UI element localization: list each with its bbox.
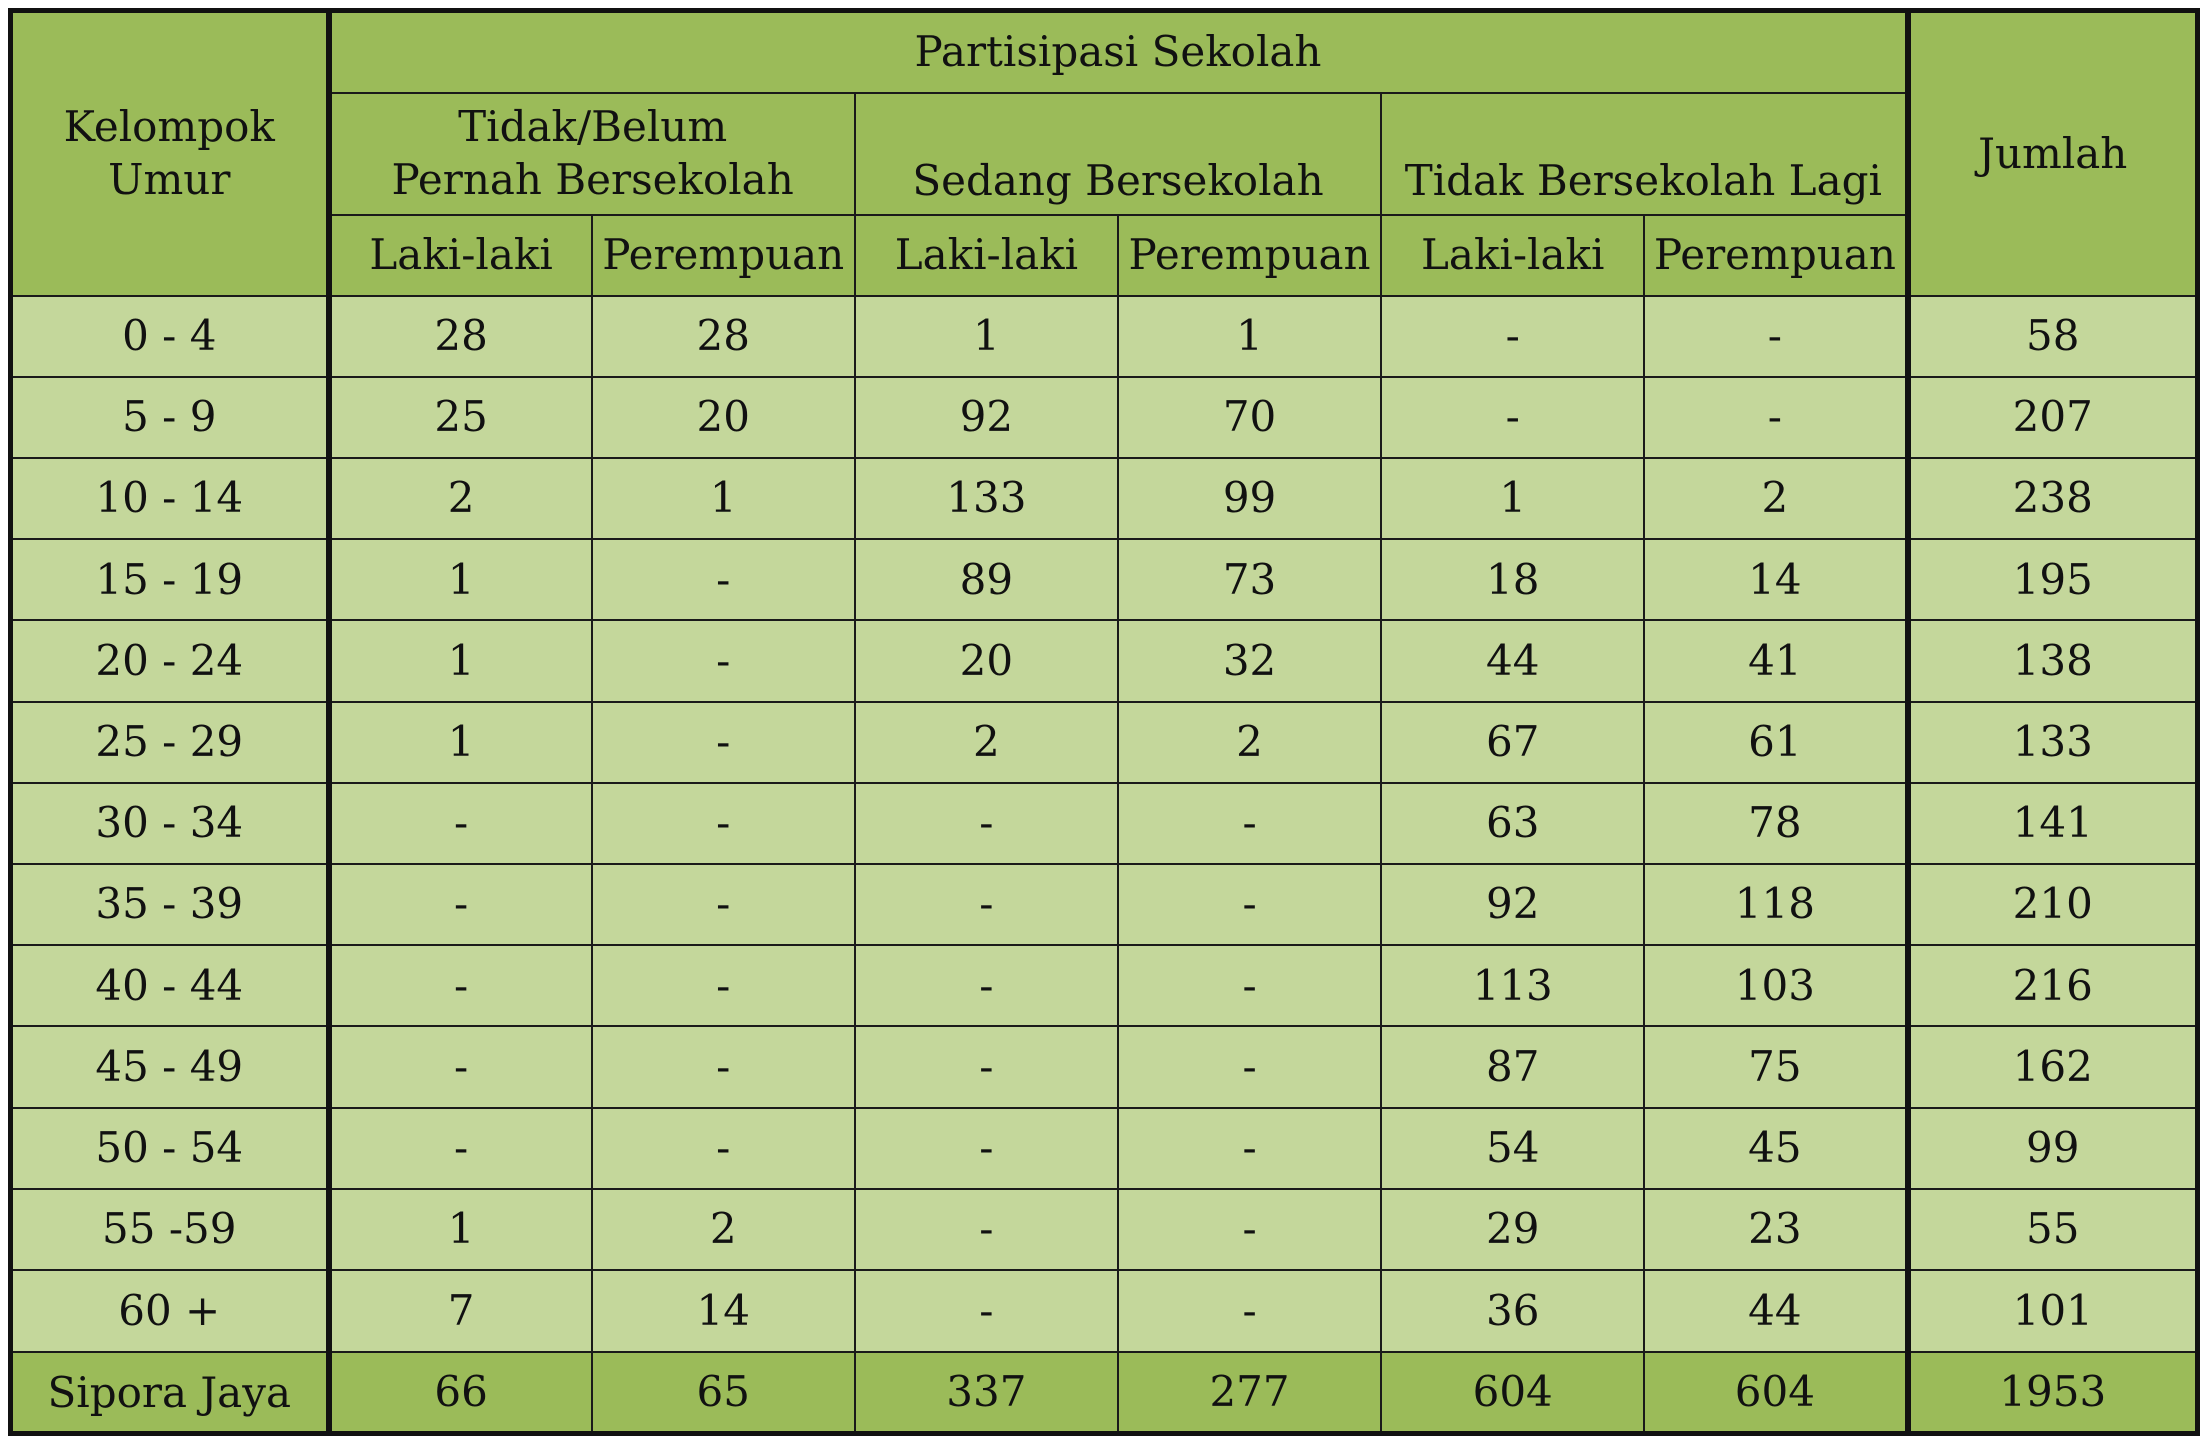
jumlah-cell: 210 [1908, 864, 2198, 945]
jumlah-cell: 207 [1908, 377, 2198, 458]
value-cell: 44 [1644, 1270, 1907, 1351]
value-cell: - [329, 1026, 592, 1107]
value-cell: 1 [329, 620, 592, 701]
value-cell: - [855, 945, 1118, 1026]
age-group-cell: 30 - 34 [11, 783, 329, 864]
jumlah-cell: 133 [1908, 702, 2198, 783]
value-cell: 133 [855, 458, 1118, 539]
table-row [11, 945, 2198, 1026]
jumlah-cell: 58 [1908, 296, 2198, 377]
value-cell: 61 [1644, 702, 1907, 783]
value-cell: - [1381, 377, 1644, 458]
value-cell: 78 [1644, 783, 1907, 864]
age-group-cell: 20 - 24 [11, 620, 329, 701]
value-cell: - [855, 1026, 1118, 1107]
jumlah-cell: 162 [1908, 1026, 2198, 1107]
value-cell: - [1381, 296, 1644, 377]
jumlah-cell: 138 [1908, 620, 2198, 701]
value-cell: 92 [855, 377, 1118, 458]
header-group-sedang: Sedang Bersekolah [855, 93, 1381, 215]
value-cell: 44 [1381, 620, 1644, 701]
header-sub-cell: Perempuan [592, 215, 855, 296]
value-cell: 25 [329, 377, 592, 458]
total-row [11, 1352, 2198, 1434]
value-cell: 2 [592, 1189, 855, 1270]
table-row [11, 1026, 2198, 1107]
header-group-tidak-belum: Tidak/Belum Pernah Bersekolah [329, 93, 855, 215]
table-row [11, 1108, 2198, 1189]
value-cell: 7 [329, 1270, 592, 1351]
value-cell: 92 [1381, 864, 1644, 945]
age-group-cell: 60 + [11, 1270, 329, 1351]
header-group-tidak-lagi: Tidak Bersekolah Lagi [1381, 93, 1907, 215]
value-cell: 99 [1118, 458, 1381, 539]
value-cell: 1 [855, 296, 1118, 377]
value-cell: 103 [1644, 945, 1907, 1026]
table-header [11, 11, 2198, 296]
total-jumlah: 1953 [1908, 1352, 2198, 1434]
age-group-cell: 35 - 39 [11, 864, 329, 945]
age-group-cell: 5 - 9 [11, 377, 329, 458]
value-cell: 1 [1381, 458, 1644, 539]
value-cell: 36 [1381, 1270, 1644, 1351]
jumlah-cell: 99 [1908, 1108, 2198, 1189]
value-cell: 14 [592, 1270, 855, 1351]
school-participation-table [8, 8, 2200, 1436]
value-cell: - [592, 620, 855, 701]
age-group-cell: 55 -59 [11, 1189, 329, 1270]
header-sub-cell: Laki-laki [329, 215, 592, 296]
value-cell: - [1118, 1189, 1381, 1270]
age-group-cell: 45 - 49 [11, 1026, 329, 1107]
value-cell: - [329, 1108, 592, 1189]
age-group-cell: 15 - 19 [11, 539, 329, 620]
value-cell: - [1118, 945, 1381, 1026]
table-row [11, 783, 2198, 864]
value-cell: 1 [1118, 296, 1381, 377]
header-sub-cell: Laki-laki [855, 215, 1118, 296]
value-cell: - [1118, 1108, 1381, 1189]
value-cell: - [1644, 296, 1907, 377]
value-cell: - [329, 945, 592, 1026]
value-cell: 67 [1381, 702, 1644, 783]
value-cell: 18 [1381, 539, 1644, 620]
value-cell: 2 [1118, 702, 1381, 783]
jumlah-cell: 101 [1908, 1270, 2198, 1351]
age-group-cell: 0 - 4 [11, 296, 329, 377]
value-cell: - [855, 783, 1118, 864]
table-row [11, 620, 2198, 701]
value-cell: 1 [592, 458, 855, 539]
value-cell: 1 [329, 1189, 592, 1270]
value-cell: - [855, 1108, 1118, 1189]
header-sub-row [11, 215, 2198, 296]
value-cell: 20 [855, 620, 1118, 701]
jumlah-cell: 141 [1908, 783, 2198, 864]
value-cell: - [855, 1189, 1118, 1270]
table-row [11, 458, 2198, 539]
value-cell: 23 [1644, 1189, 1907, 1270]
age-group-cell: 40 - 44 [11, 945, 329, 1026]
table-row [11, 864, 2198, 945]
table-row [11, 1270, 2198, 1351]
total-cell: 604 [1381, 1352, 1644, 1434]
header-jumlah: Jumlah [1908, 11, 2198, 296]
value-cell: - [592, 1108, 855, 1189]
value-cell: - [592, 702, 855, 783]
value-cell: 20 [592, 377, 855, 458]
total-cell: 337 [855, 1352, 1118, 1434]
header-partisipasi-sekolah: Partisipasi Sekolah [329, 11, 1908, 93]
value-cell: 73 [1118, 539, 1381, 620]
value-cell: - [1118, 864, 1381, 945]
value-cell: - [1118, 1026, 1381, 1107]
total-cell: 66 [329, 1352, 592, 1434]
value-cell: 2 [329, 458, 592, 539]
value-cell: 113 [1381, 945, 1644, 1026]
table-row [11, 1189, 2198, 1270]
value-cell: 45 [1644, 1108, 1907, 1189]
value-cell: 32 [1118, 620, 1381, 701]
value-cell: 14 [1644, 539, 1907, 620]
table-footer [11, 1352, 2198, 1434]
value-cell: 1 [329, 702, 592, 783]
table-row [11, 539, 2198, 620]
value-cell: 2 [855, 702, 1118, 783]
value-cell: - [855, 864, 1118, 945]
age-group-cell: 50 - 54 [11, 1108, 329, 1189]
value-cell: 2 [1644, 458, 1907, 539]
value-cell: 28 [329, 296, 592, 377]
table-body [11, 296, 2198, 1352]
jumlah-cell: 216 [1908, 945, 2198, 1026]
total-cell: 604 [1644, 1352, 1907, 1434]
value-cell: - [329, 783, 592, 864]
value-cell: - [1118, 783, 1381, 864]
jumlah-cell: 238 [1908, 458, 2198, 539]
table-row [11, 702, 2198, 783]
jumlah-cell: 55 [1908, 1189, 2198, 1270]
value-cell: 29 [1381, 1189, 1644, 1270]
value-cell: 28 [592, 296, 855, 377]
value-cell: 41 [1644, 620, 1907, 701]
value-cell: 54 [1381, 1108, 1644, 1189]
header-sub-cell: Perempuan [1118, 215, 1381, 296]
value-cell: 118 [1644, 864, 1907, 945]
total-cell: 65 [592, 1352, 855, 1434]
value-cell: - [1118, 1270, 1381, 1351]
value-cell: - [592, 783, 855, 864]
value-cell: - [592, 539, 855, 620]
value-cell: - [592, 1026, 855, 1107]
value-cell: - [329, 864, 592, 945]
table-row [11, 296, 2198, 377]
value-cell: - [1644, 377, 1907, 458]
age-group-cell: 10 - 14 [11, 458, 329, 539]
value-cell: 1 [329, 539, 592, 620]
value-cell: 87 [1381, 1026, 1644, 1107]
value-cell: 75 [1644, 1026, 1907, 1107]
value-cell: 89 [855, 539, 1118, 620]
value-cell: 63 [1381, 783, 1644, 864]
value-cell: - [592, 864, 855, 945]
value-cell: - [592, 945, 855, 1026]
total-label: Sipora Jaya [11, 1352, 329, 1434]
jumlah-cell: 195 [1908, 539, 2198, 620]
header-sub-cell: Perempuan [1644, 215, 1907, 296]
total-cell: 277 [1118, 1352, 1381, 1434]
value-cell: - [855, 1270, 1118, 1351]
table-container [8, 8, 2200, 1436]
age-group-cell: 25 - 29 [11, 702, 329, 783]
table-row [11, 377, 2198, 458]
header-kelompok-umur: Kelompok Umur [11, 11, 329, 296]
header-sub-cell: Laki-laki [1381, 215, 1644, 296]
value-cell: 70 [1118, 377, 1381, 458]
